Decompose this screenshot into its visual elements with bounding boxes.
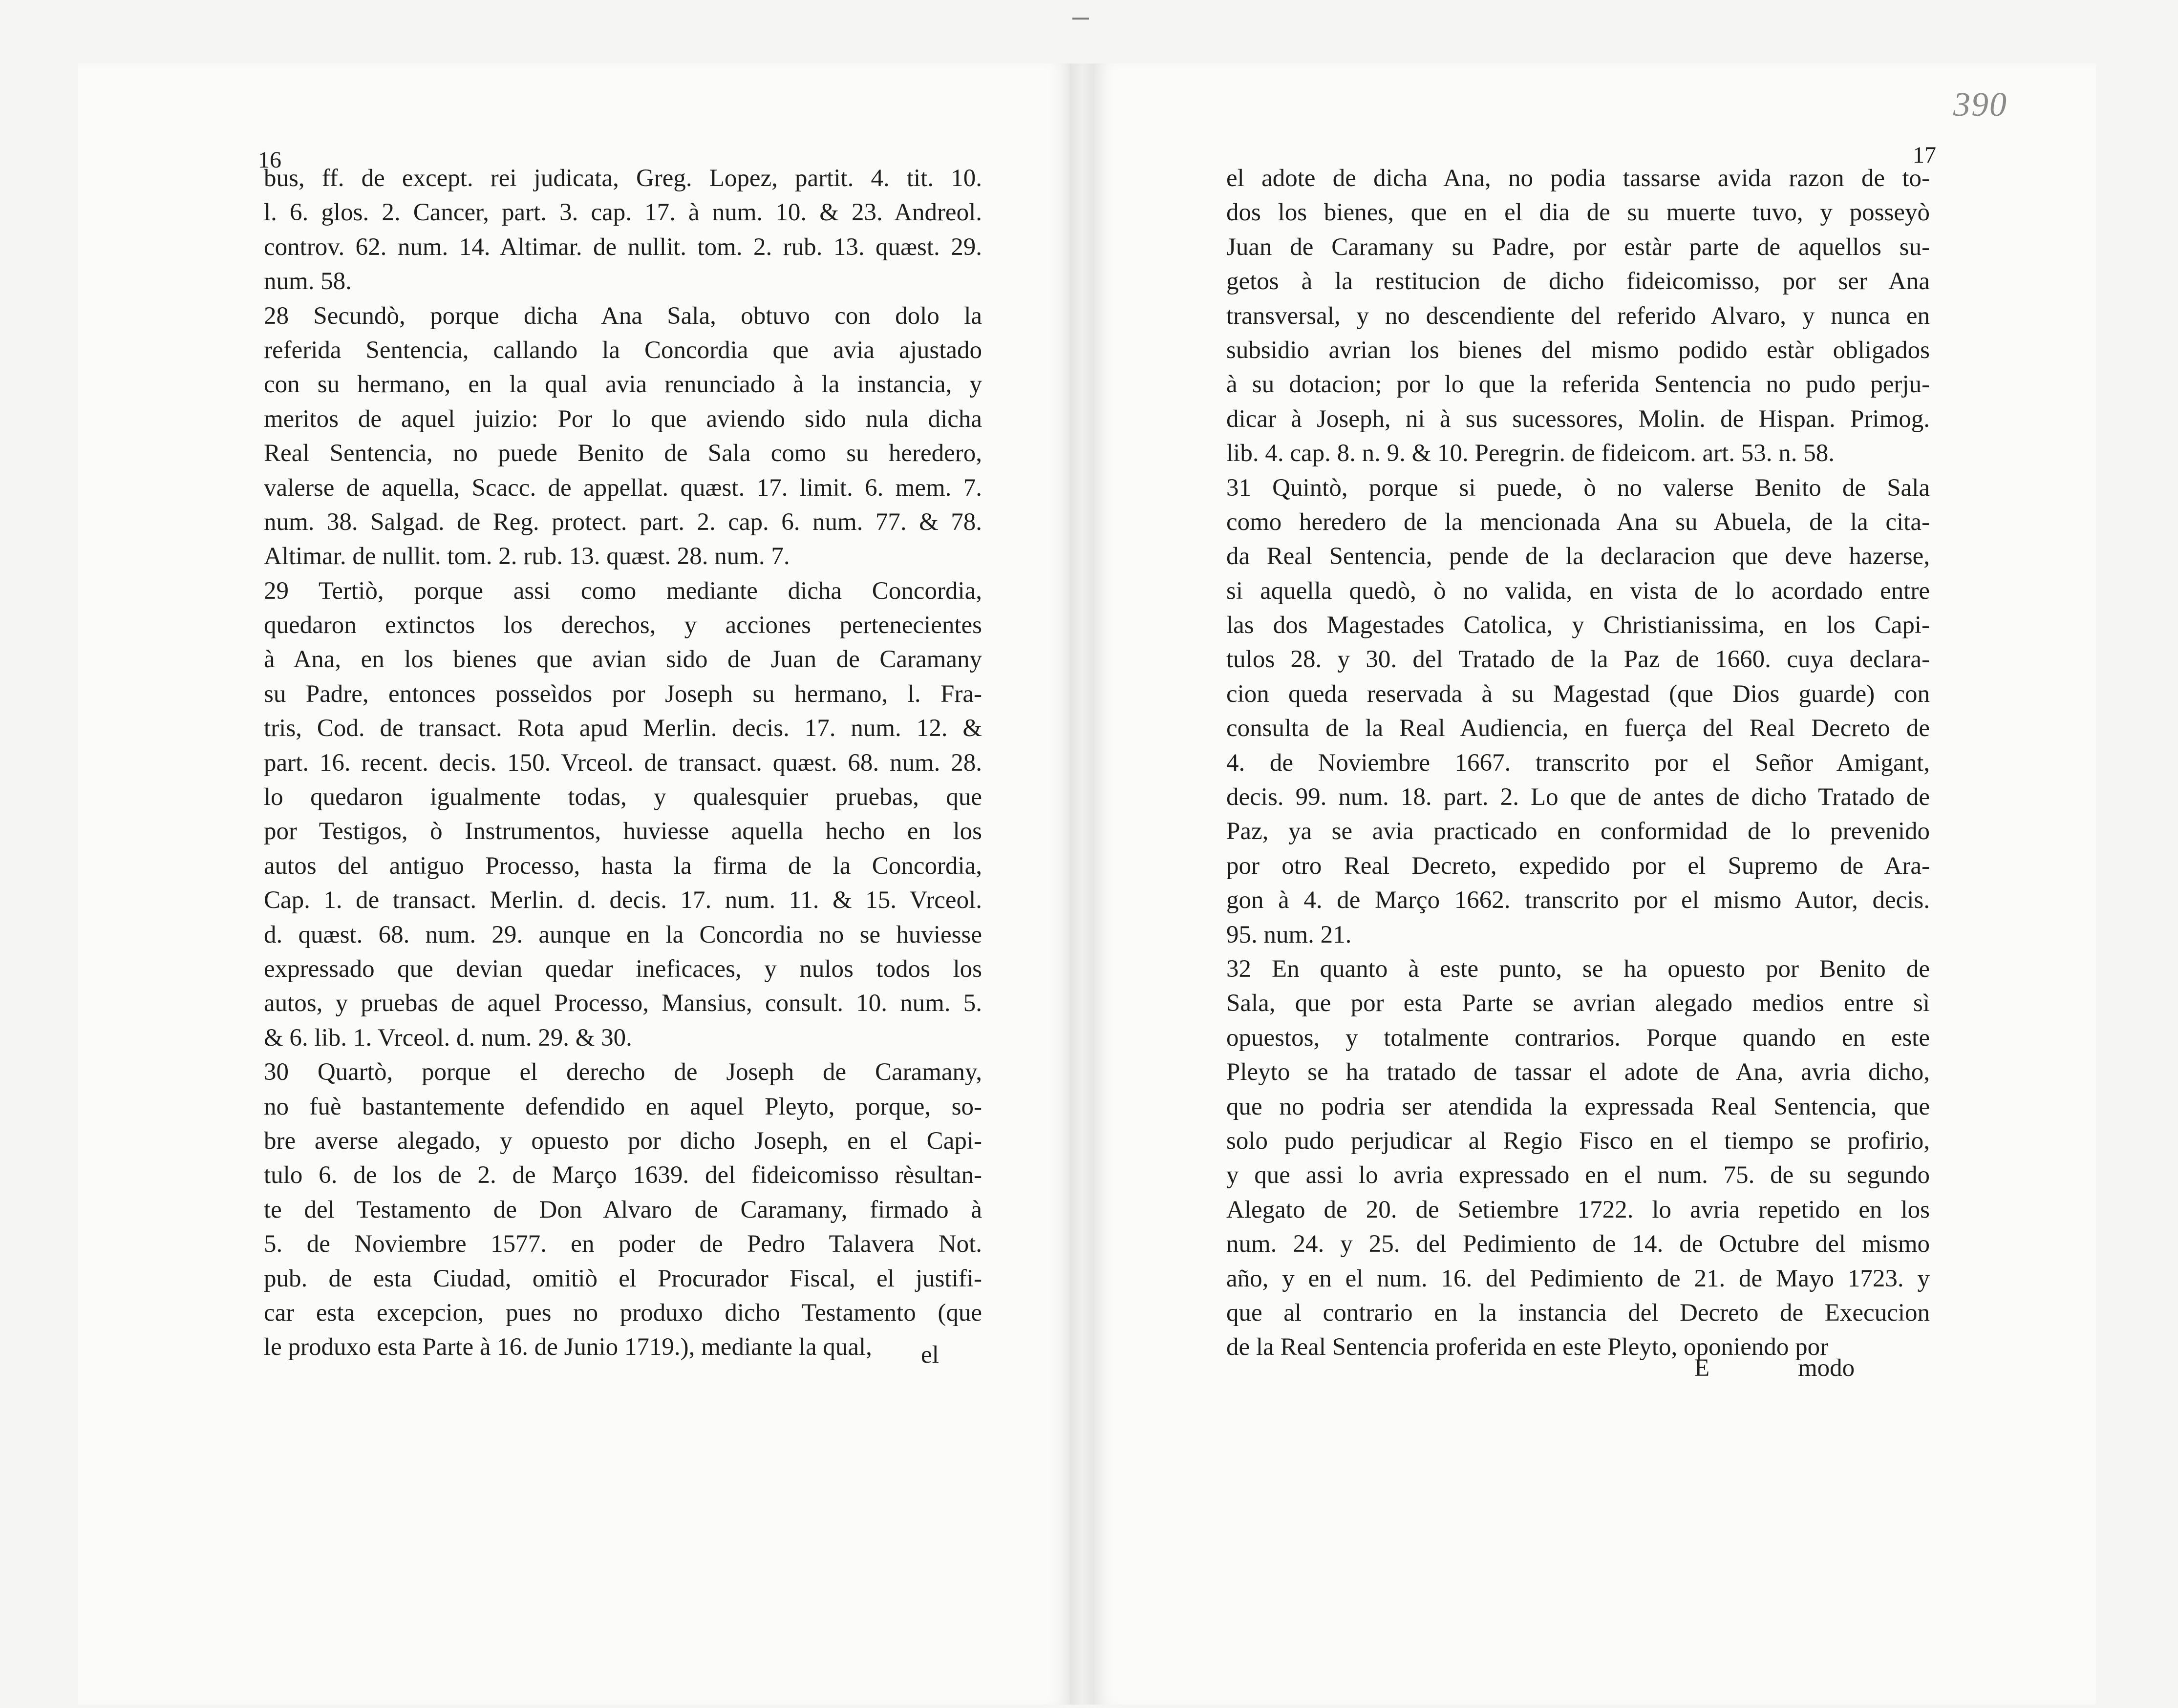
left-catchword: el	[921, 1341, 939, 1369]
text-line: el adote de dicha Ana, no podia tassarse avida razon de to-	[1226, 165, 1930, 192]
text-line: transversal, y no descendiente del referido Alvaro, y nunca en	[1226, 302, 1930, 330]
text-line: d. quæst. 68. num. 29. aunque en la Concordia no se huviesse	[264, 921, 982, 949]
text-line: quedaron extinctos los derechos, y acciones pertenecientes	[264, 612, 982, 639]
text-line: de la Real Sentencia proferida en este Pleyto, oponiendo por	[1226, 1333, 1829, 1361]
text-line: tris, Cod. de transact. Rota apud Merlin. decis. 17. num. 12. &	[264, 715, 982, 742]
text-line: 32 En quanto à este punto, se ha opuesto por Benito de	[1226, 955, 1930, 983]
text-line: part. 16. recent. decis. 150. Vrceol. de transact. quæst. 68. num. 28.	[264, 749, 982, 777]
right-catchword: modo	[1798, 1354, 1855, 1382]
text-line: expressado que devian quedar ineficaces, y nulos todos los	[264, 955, 982, 983]
scan-edge-mark	[1072, 18, 1089, 20]
text-line: las dos Magestades Catolica, y Christianissima, en los Capi-	[1226, 612, 1930, 639]
text-line: meritos de aquel juizio: Por lo que aviendo sido nula dicha	[264, 405, 982, 433]
right-page-text	[1226, 161, 1930, 1365]
text-line: Real Sentencia, no puede Benito de Sala como su heredero,	[264, 440, 982, 467]
text-line: decis. 99. num. 18. part. 2. Lo que de antes de dicho Tratado de	[1226, 783, 1930, 811]
text-line: como heredero de la mencionada Ana su Abuela, de la cita-	[1226, 508, 1930, 536]
text-line: getos à la restitucion de dicho fideicomisso, por ser Ana	[1226, 268, 1930, 295]
text-line: por otro Real Decreto, expedido por el Supremo de Ara-	[1226, 852, 1930, 880]
text-line: 95. num. 21.	[1226, 921, 1352, 949]
text-line: 5. de Noviembre 1577. en poder de Pedro Talavera Not.	[264, 1230, 982, 1258]
text-line: con su hermano, en la qual avia renunciado à la instancia, y	[264, 371, 982, 399]
text-line: l. 6. glos. 2. Cancer, part. 3. cap. 17. à num. 10. & 23. Andreol.	[264, 199, 982, 227]
folio-number: 390	[1953, 86, 2007, 124]
text-line: Cap. 1. de transact. Merlin. d. decis. 17. num. 11. & 15. Vrceol.	[264, 886, 982, 914]
text-line: que al contrario en la instancia del Decreto de Execucion	[1226, 1299, 1930, 1327]
right-page-number: 17	[1913, 142, 1936, 168]
text-line: si aquella quedò, ò no valida, en vista de lo acordado entre	[1226, 577, 1930, 605]
text-line: 30 Quartò, porque el derecho de Joseph de Caramany,	[264, 1058, 982, 1086]
text-line: opuestos, y totalmente contrarios. Porque quando en este	[1226, 1024, 1930, 1052]
text-line: Alegato de 20. de Setiembre 1722. lo avria repetido en los	[1226, 1196, 1930, 1223]
text-line: autos, y pruebas de aquel Processo, Mansius, consult. 10. num. 5.	[264, 990, 982, 1017]
text-line: lib. 4. cap. 8. n. 9. & 10. Peregrin. de fideicom. art. 53. n. 58.	[1226, 440, 1835, 467]
text-line: car esta excepcion, pues no produxo dicho Testamento (que	[264, 1299, 982, 1327]
text-line: 4. de Noviembre 1667. transcrito por el Señor Amigant,	[1226, 749, 1930, 777]
text-line: por Testigos, ò Instrumentos, huviesse aquella hecho en los	[264, 818, 982, 845]
left-page-text	[264, 161, 982, 1365]
text-line: dos los bienes, que en el dia de su muerte tuvo, y posseyò	[1226, 199, 1930, 227]
text-line: tulos 28. y 30. del Tratado de la Paz de 1660. cuya declara-	[1226, 646, 1930, 674]
text-line: no fuè bastantemente defendido en aquel Pleyto, porque, so-	[264, 1093, 982, 1120]
text-line: lo quedaron igualmente todas, y qualesquier pruebas, que	[264, 783, 982, 811]
text-line: dicar à Joseph, ni à sus sucessores, Molin. de Hispan. Primog.	[1226, 405, 1930, 433]
text-line: Paz, ya se avia practicado en conformidad de lo prevenido	[1226, 818, 1930, 845]
text-line: solo pudo perjudicar al Regio Fisco en el tiempo se profirio,	[1226, 1127, 1930, 1155]
text-line: Sala, que por esta Parte se avrian alegado medios entre sì	[1226, 990, 1930, 1017]
text-line: bus, ff. de except. rei judicata, Greg. Lopez, partit. 4. tit. 10.	[264, 165, 982, 192]
text-line: num. 24. y 25. del Pedimiento de 14. de Octubre del mismo	[1226, 1230, 1930, 1258]
text-line: controv. 62. num. 14. Altimar. de nullit. tom. 2. rub. 13. quæst. 29.	[264, 233, 982, 261]
text-line: gon à 4. de Março 1662. transcrito por el mismo Autor, decis.	[1226, 886, 1930, 914]
text-line: y que assi lo avria expressado en el num. 75. de su segundo	[1226, 1161, 1930, 1189]
text-line: tulo 6. de los de 2. de Março 1639. del fideicomisso rèsultan-	[264, 1161, 982, 1189]
text-line: subsidio avrian los bienes del mismo podido estàr obligados	[1226, 336, 1930, 364]
text-line: Altimar. de nullit. tom. 2. rub. 13. quæst. 28. num. 7.	[264, 543, 790, 570]
text-line: le produxo esta Parte à 16. de Junio 1719.), mediante la qual,	[264, 1333, 872, 1361]
text-line: da Real Sentencia, pende de la declaracion que deve hazerse,	[1226, 543, 1930, 570]
text-line: pub. de esta Ciudad, omitiò el Procurador Fiscal, el justifi-	[264, 1265, 982, 1292]
gutter	[1070, 63, 1094, 1705]
text-line: te del Testamento de Don Alvaro de Caramany, firmado à	[264, 1196, 982, 1223]
text-line: Pleyto se ha tratado de tassar el adote de Ana, avria dicho,	[1226, 1058, 1930, 1086]
text-line: consulta de la Real Audiencia, en fuerça del Real Decreto de	[1226, 715, 1930, 742]
text-line: Juan de Caramany su Padre, por estàr parte de aquellos su-	[1226, 233, 1930, 261]
text-line: num. 58.	[264, 268, 352, 295]
text-line: cion queda reservada à su Magestad (que Dios guarde) con	[1226, 680, 1930, 708]
text-line: 28 Secundò, porque dicha Ana Sala, obtuvo con dolo la	[264, 302, 982, 330]
text-line: referida Sentencia, callando la Concordia que avia ajustado	[264, 336, 982, 364]
text-line: que no podria ser atendida la expressada Real Sentencia, que	[1226, 1093, 1930, 1120]
text-line: num. 38. Salgad. de Reg. protect. part. 2. cap. 6. num. 77. & 78.	[264, 508, 982, 536]
text-line: autos del antiguo Processo, hasta la firma de la Concordia,	[264, 852, 982, 880]
text-line: valerse de aquella, Scacc. de appellat. quæst. 17. limit. 6. mem. 7.	[264, 474, 982, 502]
text-line: 29 Tertiò, porque assi como mediante dicha Concordia,	[264, 577, 982, 605]
text-line: año, y en el num. 16. del Pedimiento de 21. de Mayo 1723. y	[1226, 1265, 1930, 1292]
text-line: bre averse alegado, y opuesto por dicho Joseph, en el Capi-	[264, 1127, 982, 1155]
text-line: su Padre, entonces posseìdos por Joseph su hermano, l. Fra-	[264, 680, 982, 708]
text-line: à Ana, en los bienes que avian sido de Juan de Caramany	[264, 646, 982, 674]
text-line: à su dotacion; por lo que la referida Sentencia no pudo perju-	[1226, 371, 1930, 399]
signature-mark: E	[1694, 1354, 1710, 1382]
left-page-number: 16	[258, 147, 281, 173]
text-line: & 6. lib. 1. Vrceol. d. num. 29. & 30.	[264, 1024, 632, 1052]
text-line: 31 Quintò, porque si puede, ò no valerse Benito de Sala	[1226, 474, 1930, 502]
